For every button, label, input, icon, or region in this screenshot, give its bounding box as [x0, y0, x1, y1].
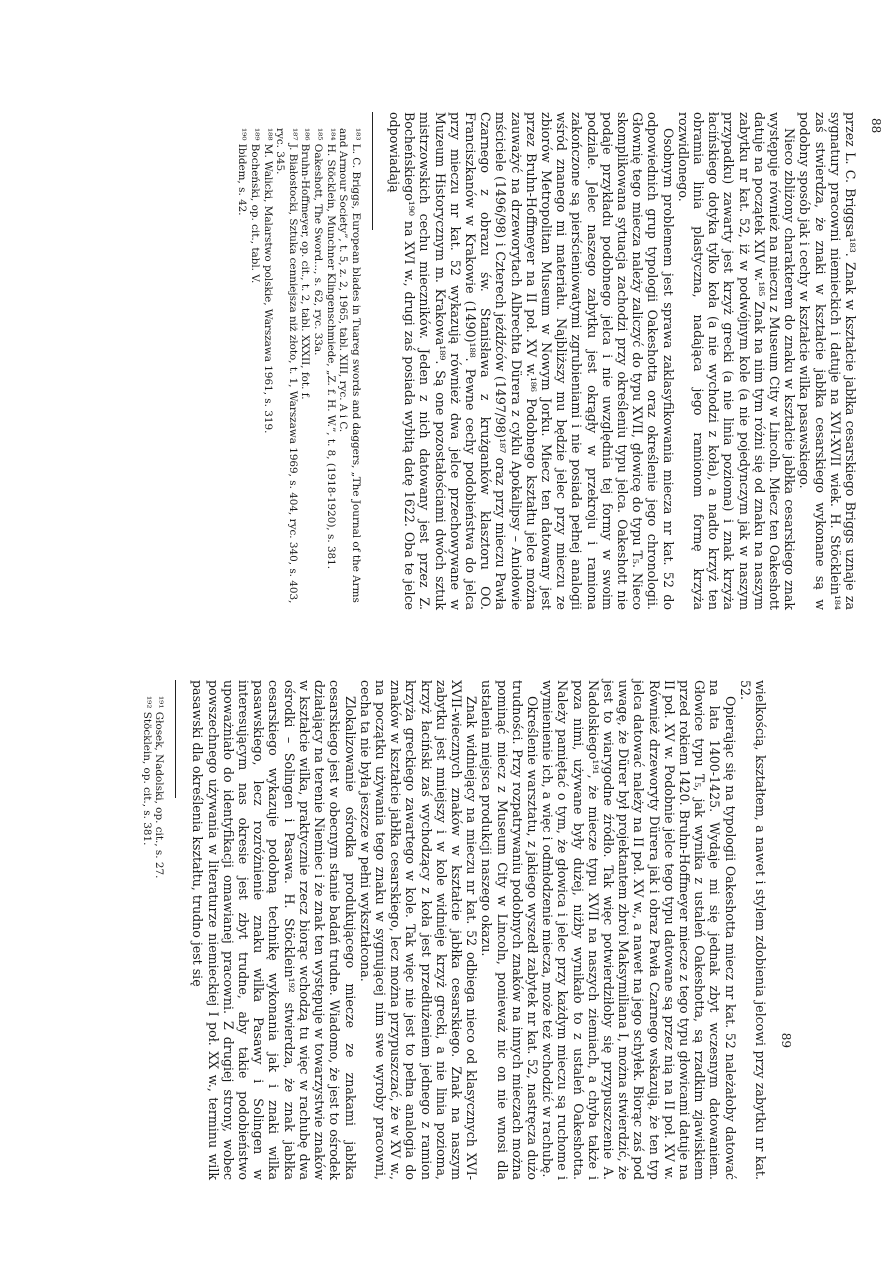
footnote-divider — [175, 680, 176, 798]
body-text — [190, 680, 768, 1180]
footnotes — [140, 680, 165, 1180]
footnote: ¹⁸⁸ M. Walicki, Malarstwo polskie, Warszawa 1961, s. 319. — [261, 128, 274, 434]
right-page — [140, 680, 794, 1180]
page-number: 89 — [779, 1032, 793, 1048]
paragraph: Znak widniejący na mieczu nr kat. 52 odbiega nieco od klasycznych XVI-XVII-wiecznych znaków w kształcie jabłka cesarskiego. Znak na naszym zabytku jest mniejszy i w kole widnieje krzyż grecki, a nie linia pozioma, krzyż łaciński zaś wychodzący z koła jest przedłużeniem jednego z ramion krzyża greckiego zawartego w kole. Tak więc nie jest to pełna analogia do znaków w kształcie jabłka cesarskiego, lecz można przypuszczać, że w XV w., na początku używania tego znaku w sygnującej nim swe wyroby pracowni, cecha ta nie była jeszcze w pełni wykształcona. — [357, 680, 480, 1180]
footnote: ¹⁸⁵ Oakeshott, The Sword..., s. 62, ryc. 33a. — [311, 128, 324, 356]
footnote: ¹⁹² Stöcklein, op. cit., s. 381. — [140, 696, 153, 846]
footnote-divider — [372, 112, 373, 230]
footnote: ¹⁸⁷ J. Białostocki, Sztuka cenniejsza niż złoto, t. 1, Warszawa 1969, s. 404, ryc. 340, s. 403, ryc. 345. — [274, 128, 299, 604]
footnote: ¹⁸⁶ Bruhn-Hoffmeyer, op. cit., t. 2, tabl. XXXII, fot. f. — [299, 128, 312, 400]
page-number: 88 — [869, 118, 883, 134]
paragraph: Opierając się na typologii Oakeshotta miecz nr kat. 52 należałoby datować na lata 1400-1425. Wydaje mi się jednak zbyt wczesnym datowaniem. Głowice typu T₅, jak wynika z ustaleń Oakeshotta, są rzadkim zjawiskiem przed rokiem 1420. Bruhn-Hoffmeyer miecze z tego typu głowicami datuje na II poł. XV w. Podobnie jelce tego typu datowane są przez nią na II poł. XV w. Również drzeworyty Dürera jak i obraz Pawła Czarnego wskazują, że ten typ jelca datować należy na II poł. XV w., a nawet na jego schyłek. Biorąc zaś pod uwagę, że Dürer był projektantem zbroi Maksymiliana I, można stwierdzić, że jest to wiarygodne źródło. Tak więc potwierdziłoby się przypuszczenie A. Nadolskiego¹⁹¹, że miecze typu XVII na naszych ziemiach, a chyba także i poza nimi, używane były dużej, niżby wynikało to z ustaleń Oakeshotta. Należy pamiętać o tym, że głowica i jelec przy każdym mieczu są ruchome i wymienienie ich, a więc i odmłodzenie miecza, może też wchodzić w rachubę. — [540, 680, 738, 1180]
left-page — [236, 112, 884, 610]
paragraph: wielkością, kształtem, a nawet i stylem zdobienia jelcowi przy zabytku nr kat. 52. — [737, 680, 768, 1180]
paragraph: Określenie warsztatu, z jakiego wyszedł zabytek nr kat. 52, nastręcza dużo trudności. Przy rozpatrywaniu podobnych znaków na innych mieczach można pominąć miecz z Museum City w Lincoln, ponieważ nic on nie wnosi dla ustalenia miejsca produkcji naszego okazu. — [479, 680, 540, 1180]
paragraph: Nieco zbliżony charakterem do znaku w kształcie jabłka cesarskiego znak występuje również na mieczu z Museum City w Lincoln. Miecz ten Oakeshott datuje na początek XIV w.¹⁸⁵ Znak na nim tym różni się od znaku na naszym zabytku nr kat. 52, iż w podwójnym kole (a nie pojedynczym jak w naszym przypadku) zawarty jest krzyż grecki (a nie linia pozioma) i znak krzyża łacińskiego dotyka tylko koła (a nie wychodzi z koła), a nadto krzyż ten obramia linia plastyczna, nadająca jego ramionom formę krzyża rozwidlonego. — [675, 112, 798, 610]
paragraph: Zlokalizowanie ośrodka produkującego miecze ze znakami jabłka cesarskiego jest w obecnym stanie badań trudne. Wiadomo, że jest to ośrodek działający na terenie Niemiec i że znak ten występuje w towarzystwie znaków w kształcie wilka, praktycznie rzecz biorąc wchodzą tu więc w rachubę dwa ośrodki – Solingen i Pasawa. H. Stöcklein¹⁹² stwierdza, że znak jabłka cesarskiego wykazuje podobną technikę wykonania jak i znaki wilka pasawskiego, lecz rozróżnienie znaku wilka Pasawy i Solingen w interesującym nas okresie jest zbyt trudne, aby takie podobieństwo upoważniało do identyfikacji omawianej pracowni. Z drugiej strony, wobec powszechnego używania w literaturze niemieckiej I poł. XX w., terminu wilk pasawski dla określenia kształtu, trudno jest się — [190, 680, 358, 1180]
footnote: ¹⁸⁴ H. Stöcklein, Munchner Klingenschmiede, „Z. f. H. W.”, t. 8, (1918-1920), s. 381. — [324, 128, 337, 570]
footnote: ¹⁹¹ Głosek, Nadolski, op. cit., s. 27. — [153, 696, 166, 879]
footnote: ¹⁹⁰ Ibidem, s. 42. — [236, 128, 249, 216]
paragraph: przez L. C. Briggsa¹⁸³. Znak w kształcie jabłka cesarskiego Briggs uznaje za sygnatury pracowni niemieckich i datuje na XVI-XVII wiek. H. Stöcklein¹⁸⁴ zaś stwierdza, że znaki w kształcie jabłka cesarskiego wykonane są w podobny sposób jak i cechy w kształcie wilka pasawskiego. — [797, 112, 858, 610]
footnote: ¹⁸³ L. C. Briggs, European blades in Tuareg swords and daggers, „The Journal of the Arms and Armour Society”, t. 5, z. 2, 1965, tabl. XIII, ryc. A i C. — [337, 128, 362, 603]
footnotes — [236, 112, 362, 610]
footnote: ¹⁸⁹ Bocheński, op. cit., tabl. V. — [248, 128, 261, 284]
paragraph: Osobnym problemem jest sprawa zaklasyfikowania miecza nr kat. 52 do odpowiednich grup typologii Oakeshotta oraz określenie jego chronologii. Głownię tego miecza należy zaliczyć do typu XVII, głowicę do typu T₅. Nieco skomplikowana sytuacja zachodzi przy określeniu typu jelca. Oakeshott nie podaje przykładu podobnego jelca i nie uwzględnia tej formy w swoim podziale. Jelec naszego zabytku jest okrągły w przekroju i ramiona zakończone są pierścieniowatymi zgrubieniami i nie posiada pełnej analogii wśród znanego mi materiału. Najbliższy mu będzie jelec przy mieczu ze zbiorów Metropolitan Museum w Nowym Jorku. Miecz ten datowany jest przez Bruhn-Hoffmeyer na II poł. XV w.¹⁸⁶ Podobnego kształtu jelce można zauważyć na drzeworytach Albrechta Dürera z cyklu Apokalipsy – Aniołowie mściciele (1496/98) i Czterech jeźdźców (1497/98)¹⁸⁷ oraz przy mieczu Pawła Czarnego z obrazu św. Stanisława z krużganków klasztoru OO. Franciszkanów w Krakowie (1490)¹⁸⁸. Pewne cechy podobieństwa do jelca przy mieczu nr kat. 52 wykazują również dwa jelce przechowywane w Muzeum Historycznym m. Krakowa¹⁸⁹. Są one pozostałościami dwóch sztuk mistrzowskich cechu mieczników. Jeden z nich datowany jest przez Z. Bocheńskiego¹⁹⁰ na XVI w., drugi zaś posiada wybitą datę 1622. Oba te jelce odpowiadają — [386, 112, 676, 610]
body-text — [387, 112, 858, 610]
